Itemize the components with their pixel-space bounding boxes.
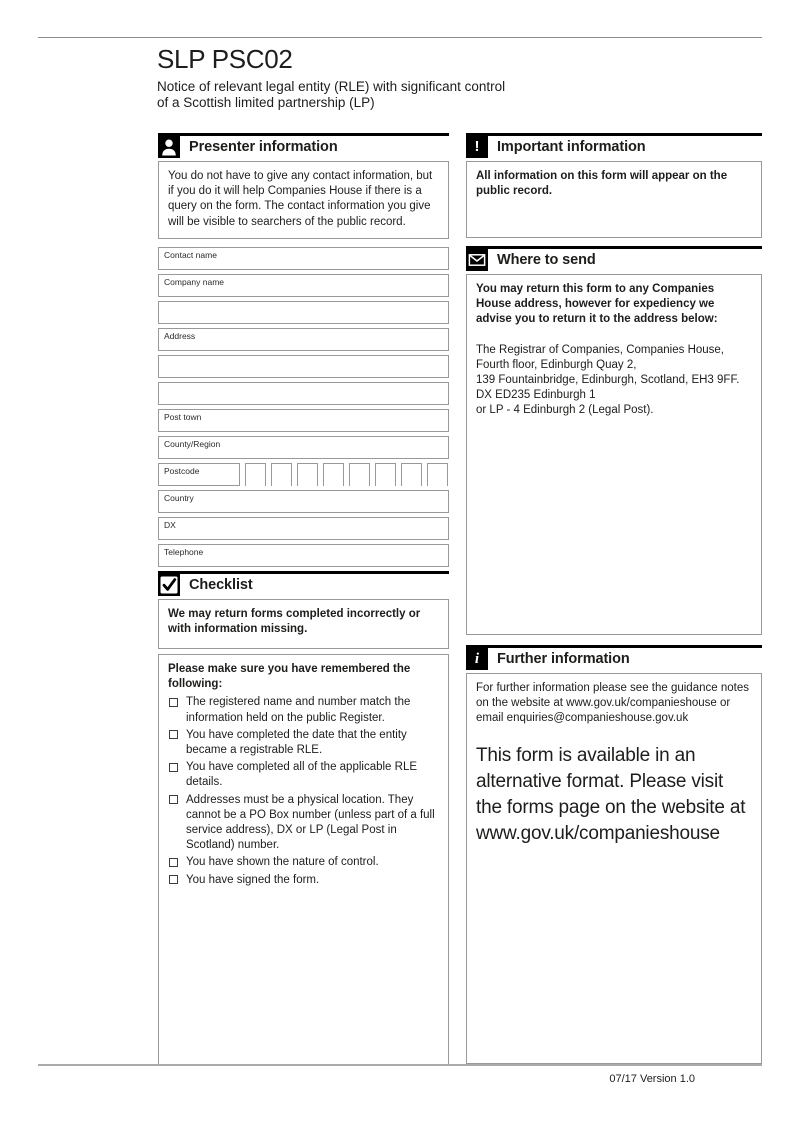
field-label: Address	[164, 331, 196, 341]
checklist-warning-text: We may return forms completed incorrectly or with information missing.	[158, 599, 449, 649]
checklist-item-text: You have signed the form.	[186, 873, 320, 886]
field-row	[158, 490, 449, 513]
checklist-items	[168, 695, 439, 887]
field-blank-5[interactable]	[158, 382, 449, 405]
postcode-char-box[interactable]	[323, 463, 344, 486]
presenter-fields	[158, 247, 449, 567]
checkbox[interactable]	[169, 730, 178, 739]
field-label: Country	[164, 493, 194, 503]
field-row	[158, 409, 449, 432]
field-row	[158, 274, 449, 297]
exclamation-icon: !	[466, 136, 488, 158]
field-row	[158, 328, 449, 351]
presenter-section-title: Presenter information	[189, 139, 338, 155]
field-row	[158, 544, 449, 567]
presenter-section-header	[158, 133, 449, 158]
field-blank-4[interactable]	[158, 355, 449, 378]
field-row	[158, 247, 449, 270]
checklist-item-text: You have completed all of the applicable RLE details.	[186, 761, 418, 789]
checklist-item	[168, 695, 439, 725]
field-row	[158, 436, 449, 459]
field-label: Post town	[164, 412, 202, 422]
field-county-region[interactable]	[158, 436, 449, 459]
field-telephone[interactable]	[158, 544, 449, 567]
field-postcode[interactable]	[158, 463, 240, 486]
field-row	[158, 463, 449, 486]
form-subtitle-line1: Notice of relevant legal entity (RLE) with significant control	[157, 79, 506, 94]
where-to-send-address	[476, 343, 752, 419]
important-info-text: All information on this form will appear on the public record.	[466, 161, 762, 238]
field-row	[158, 517, 449, 540]
postcode-char-box[interactable]	[375, 463, 396, 486]
further-info-text: For further information please see the guidance notes on the website at www.gov.uk/companieshouse or email enquiries@companieshouse.gov.uk	[476, 682, 749, 725]
where-to-send-intro: You may return this form to any Companies House address, however for expediency we advise you to return it to the address below:	[476, 283, 718, 326]
checkbox[interactable]	[169, 875, 178, 884]
field-label: Telephone	[164, 547, 204, 557]
info-icon: i	[466, 648, 488, 670]
postcode-char-box[interactable]	[401, 463, 422, 486]
address-line: DX ED235 Edinburgh 1	[476, 389, 596, 402]
postcode-char-box[interactable]	[297, 463, 318, 486]
further-info-section-header	[466, 645, 762, 670]
checklist-item-text: You have completed the date that the entity became a registrable RLE.	[186, 728, 407, 757]
where-to-send-section-header	[466, 246, 762, 271]
address-line: Fourth floor, Edinburgh Quay 2,	[476, 358, 637, 371]
field-row	[158, 355, 449, 378]
form-subtitle-line2: of a Scottish limited partnership (LP)	[157, 95, 375, 110]
postcode-char-box[interactable]	[427, 463, 448, 486]
top-rule	[38, 37, 762, 38]
checklist-item-text: You have shown the nature of control.	[186, 856, 379, 869]
field-label: Company name	[164, 277, 225, 287]
checklist-item	[168, 728, 439, 758]
alternative-format-text: This form is available in an alternative format. Please visit the forms page on the website at www.gov.uk/companieshouse	[476, 744, 746, 844]
form-code: SLP PSC02	[157, 44, 293, 74]
person-icon	[158, 136, 180, 158]
field-address[interactable]	[158, 328, 449, 351]
field-blank-2[interactable]	[158, 301, 449, 324]
bottom-rule	[38, 1064, 762, 1066]
field-contact-name[interactable]	[158, 247, 449, 270]
address-line: or LP - 4 Edinburgh 2 (Legal Post).	[476, 404, 654, 417]
important-section-header	[466, 133, 762, 158]
field-company-name[interactable]	[158, 274, 449, 297]
checklist-box	[158, 654, 449, 1065]
checklist-item-text: Addresses must be a physical location. They cannot be a PO Box number (unless part of a full service address), DX or LP (Legal Post in Scotland) number.	[186, 793, 435, 852]
checkbox[interactable]	[169, 698, 178, 707]
checkbox[interactable]	[169, 763, 178, 772]
postcode-char-box[interactable]	[349, 463, 370, 486]
postcode-char-box[interactable]	[271, 463, 292, 486]
checklist-section-title: Checklist	[189, 577, 253, 593]
checklist-intro: Please make sure you have remembered the following:	[168, 663, 411, 691]
checkmark-icon	[158, 574, 180, 596]
footer-version: 07/17 Version 1.0	[609, 1073, 695, 1085]
checkbox[interactable]	[169, 858, 178, 867]
title-block	[157, 44, 617, 111]
field-country[interactable]	[158, 490, 449, 513]
checklist-item-text: The registered name and number match the information held on the public Register.	[186, 696, 411, 724]
envelope-icon	[466, 249, 488, 271]
checkbox[interactable]	[169, 795, 178, 804]
field-label: Contact name	[164, 250, 217, 260]
field-row	[158, 301, 449, 324]
checklist-section-header	[158, 571, 449, 596]
field-label: Postcode	[164, 466, 200, 476]
further-info-section-title: Further information	[497, 651, 630, 667]
field-label: DX	[164, 520, 176, 530]
checklist-item	[168, 793, 439, 854]
presenter-info-text: You do not have to give any contact information, but if you do it will help Companies House if there is a query on the form. The contact information you give will be visible to searchers of the public record.	[158, 161, 449, 239]
further-info-box	[466, 673, 762, 1064]
checklist-item	[168, 760, 439, 790]
checklist-item	[168, 855, 439, 870]
postcode-char-box[interactable]	[245, 463, 266, 486]
where-to-send-box	[466, 274, 762, 635]
important-section-title: Important information	[497, 139, 646, 155]
field-dx[interactable]	[158, 517, 449, 540]
checklist-item	[168, 873, 439, 888]
address-line: 139 Fountainbridge, Edinburgh, Scotland, EH3 9FF.	[476, 374, 740, 387]
left-column	[158, 133, 449, 1065]
field-label: County/Region	[164, 439, 221, 449]
field-row	[158, 382, 449, 405]
field-post-town[interactable]	[158, 409, 449, 432]
right-column	[466, 133, 762, 1064]
address-line: The Registrar of Companies, Companies House,	[476, 343, 725, 356]
where-to-send-section-title: Where to send	[497, 252, 596, 268]
